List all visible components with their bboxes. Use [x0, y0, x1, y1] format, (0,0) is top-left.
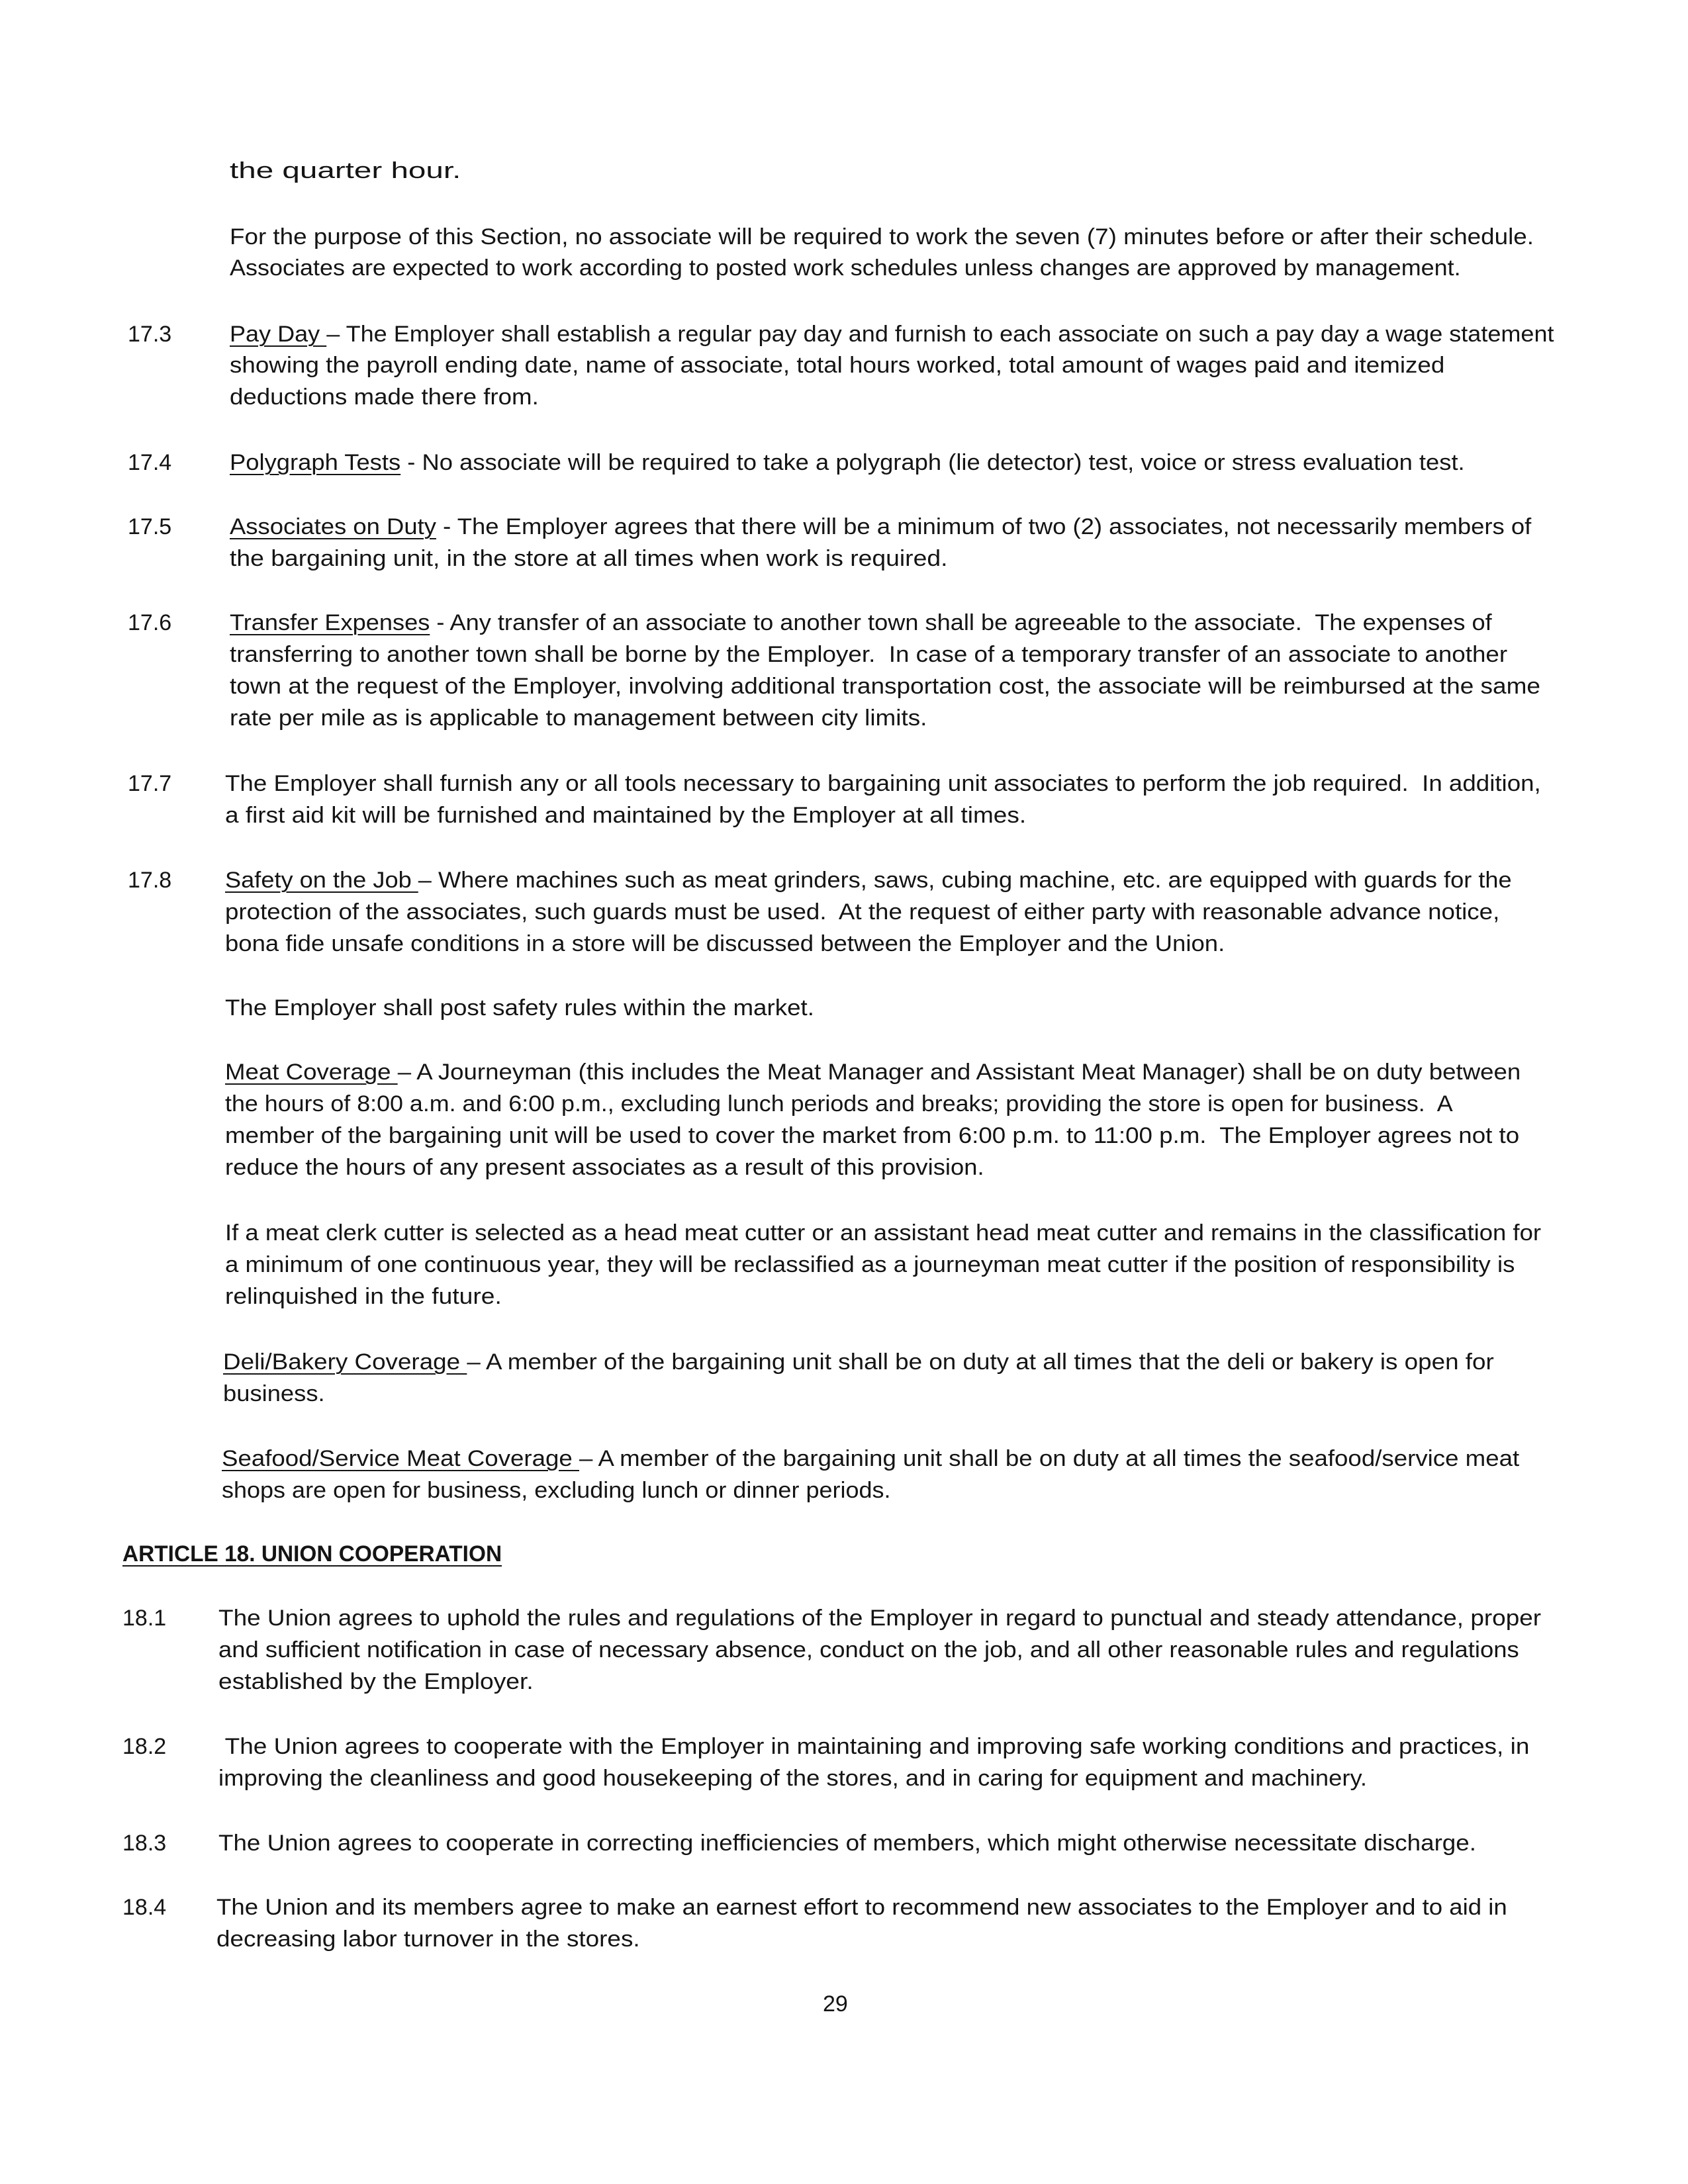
- section-number-18-4: 18.4: [122, 1895, 167, 1920]
- section-17-6-line-2: transferring to another town shall be borne by the Employer. In case of a temporary transfer of an associate to another: [230, 642, 1508, 667]
- intro-line-2: For the purpose of this Section, no associate will be required to work the seven (7) minutes before or after their schedule.: [230, 224, 1534, 250]
- intro-line-1: the quarter hour.: [230, 158, 461, 183]
- deli-bakery-title: Deli/Bakery Coverage: [223, 1349, 467, 1375]
- section-17-3-line-2: showing the payroll ending date, name of associate, total hours worked, total amount of wages paid and itemized: [230, 353, 1445, 378]
- article-18-heading: ARTICLE 18. UNION COOPERATION: [122, 1541, 502, 1567]
- section-number-17-3: 17.3: [128, 322, 172, 347]
- meat-clerk-line-1: If a meat clerk cutter is selected as a head meat cutter or an assistant head meat cutter and remains in the classification for: [225, 1220, 1542, 1246]
- section-17-3-title: Pay Day: [230, 322, 327, 347]
- section-number-17-6: 17.6: [128, 610, 172, 635]
- seafood-text-1: – A member of the bargaining unit shall be on duty at all times the seafood/service meat: [579, 1446, 1520, 1471]
- seafood-title: Seafood/Service Meat Coverage: [222, 1446, 579, 1471]
- section-17-6-title: Transfer Expenses: [230, 610, 430, 635]
- section-17-3-line-3: deductions made there from.: [230, 385, 539, 410]
- section-number-17-5: 17.5: [128, 514, 172, 539]
- meat-coverage-line-2: the hours of 8:00 a.m. and 6:00 p.m., excluding lunch periods and breaks; providing the store is open for business. A: [225, 1091, 1453, 1116]
- section-17-6-text-1: - Any transfer of an associate to another town shall be agreeable to the associate. The expenses of: [430, 610, 1492, 635]
- section-17-5-text-1: - The Employer agrees that there will be a minimum of two (2) associates, not necessarily members of: [436, 514, 1532, 539]
- seafood-line-1: [222, 1443, 1519, 1475]
- section-number-18-3: 18.3: [122, 1831, 167, 1856]
- safety-rules-paragraph: The Employer shall post safety rules within the market.: [225, 995, 814, 1021]
- section-17-5-title: Associates on Duty: [230, 514, 436, 539]
- section-number-18-2: 18.2: [122, 1734, 167, 1759]
- section-18-1-line-2: and sufficient notification in case of necessary absence, conduct on the job, and all other reasonable rules and regulations: [218, 1637, 1519, 1662]
- section-18-1-line-1: The Union agrees to uphold the rules and regulations of the Employer in regard to punctual and steady attendance, proper: [218, 1606, 1542, 1631]
- meat-coverage-line-4: reduce the hours of any present associates as a result of this provision.: [225, 1155, 984, 1180]
- meat-coverage-line-3: member of the bargaining unit will be used to cover the market from 6:00 p.m. to 11:00 p.m. The Employer agrees not to: [225, 1123, 1520, 1148]
- section-number-17-8: 17.8: [128, 868, 172, 893]
- section-18-1-line-3: established by the Employer.: [218, 1669, 534, 1694]
- deli-bakery-text-1: – A member of the bargaining unit shall be on duty at all times that the deli or bakery is open for: [467, 1349, 1494, 1375]
- section-17-6-line-4: rate per mile as is applicable to management between city limits.: [230, 705, 927, 731]
- section-number-17-7: 17.7: [128, 771, 172, 796]
- section-18-4-line-1: The Union and its members agree to make an earnest effort to recommend new associates to the Employer and to aid in: [216, 1895, 1507, 1920]
- section-17-5-line-1: [230, 511, 1531, 543]
- section-17-7-line-1: The Employer shall furnish any or all tools necessary to bargaining unit associates to perform the job required. In addition,: [225, 771, 1541, 796]
- section-18-3-line-1: The Union agrees to cooperate in correcting inefficiencies of members, which might otherwise necessitate discharge.: [218, 1831, 1476, 1856]
- section-number-17-4: 17.4: [128, 450, 172, 475]
- section-number-18-1: 18.1: [122, 1606, 167, 1631]
- section-17-6-line-1: [230, 607, 1492, 639]
- section-17-6-line-3: town at the request of the Employer, involving additional transportation cost, the associate will be reimbursed at the same: [230, 674, 1540, 699]
- section-17-5-line-2: the bargaining unit, in the store at all times when work is required.: [230, 546, 948, 571]
- meat-coverage-title: Meat Coverage: [225, 1060, 398, 1085]
- section-18-4-line-2: decreasing labor turnover in the stores.: [216, 1927, 640, 1952]
- meat-coverage-line-1: [225, 1056, 1521, 1088]
- section-17-3-text-1: – The Employer shall establish a regular pay day and furnish to each associate on such a pay day a wage statement: [326, 322, 1554, 347]
- section-17-8-line-2: protection of the associates, such guards must be used. At the request of either party with reasonable advance notice,: [225, 899, 1500, 925]
- intro-line-3: Associates are expected to work according to posted work schedules unless changes are approved by management.: [230, 255, 1461, 281]
- section-17-8-line-1: [225, 864, 1512, 896]
- section-17-3-line-1: [230, 318, 1554, 350]
- section-17-7-line-2: a first aid kit will be furnished and maintained by the Employer at all times.: [225, 803, 1027, 828]
- deli-bakery-line-2: business.: [223, 1381, 325, 1406]
- meat-clerk-line-3: relinquished in the future.: [225, 1284, 502, 1309]
- deli-bakery-line-1: [223, 1346, 1494, 1378]
- section-18-2-line-1: The Union agrees to cooperate with the Employer in maintaining and improving safe working conditions and practices, in: [218, 1734, 1530, 1759]
- section-17-8-line-3: bona fide unsafe conditions in a store will be discussed between the Employer and the Union.: [225, 931, 1225, 956]
- page-number: 29: [823, 1991, 848, 2017]
- meat-coverage-text-1: – A Journeyman (this includes the Meat Manager and Assistant Meat Manager) shall be on duty between: [397, 1060, 1521, 1085]
- section-17-8-title: Safety on the Job: [225, 868, 418, 893]
- section-17-4-title: Polygraph Tests: [230, 450, 401, 475]
- section-17-4-line-1: [230, 447, 1465, 478]
- section-17-8-text-1: – Where machines such as meat grinders, saws, cubing machine, etc. are equipped with guards for the: [418, 868, 1512, 893]
- section-18-2-line-2: improving the cleanliness and good housekeeping of the stores, and in caring for equipment and machinery.: [218, 1766, 1368, 1791]
- meat-clerk-line-2: a minimum of one continuous year, they will be reclassified as a journeyman meat cutter if the position of responsibility is: [225, 1252, 1515, 1277]
- section-17-4-text-1: - No associate will be required to take a polygraph (lie detector) test, voice or stress evaluation test.: [400, 450, 1465, 475]
- seafood-line-2: shops are open for business, excluding lunch or dinner periods.: [222, 1478, 891, 1503]
